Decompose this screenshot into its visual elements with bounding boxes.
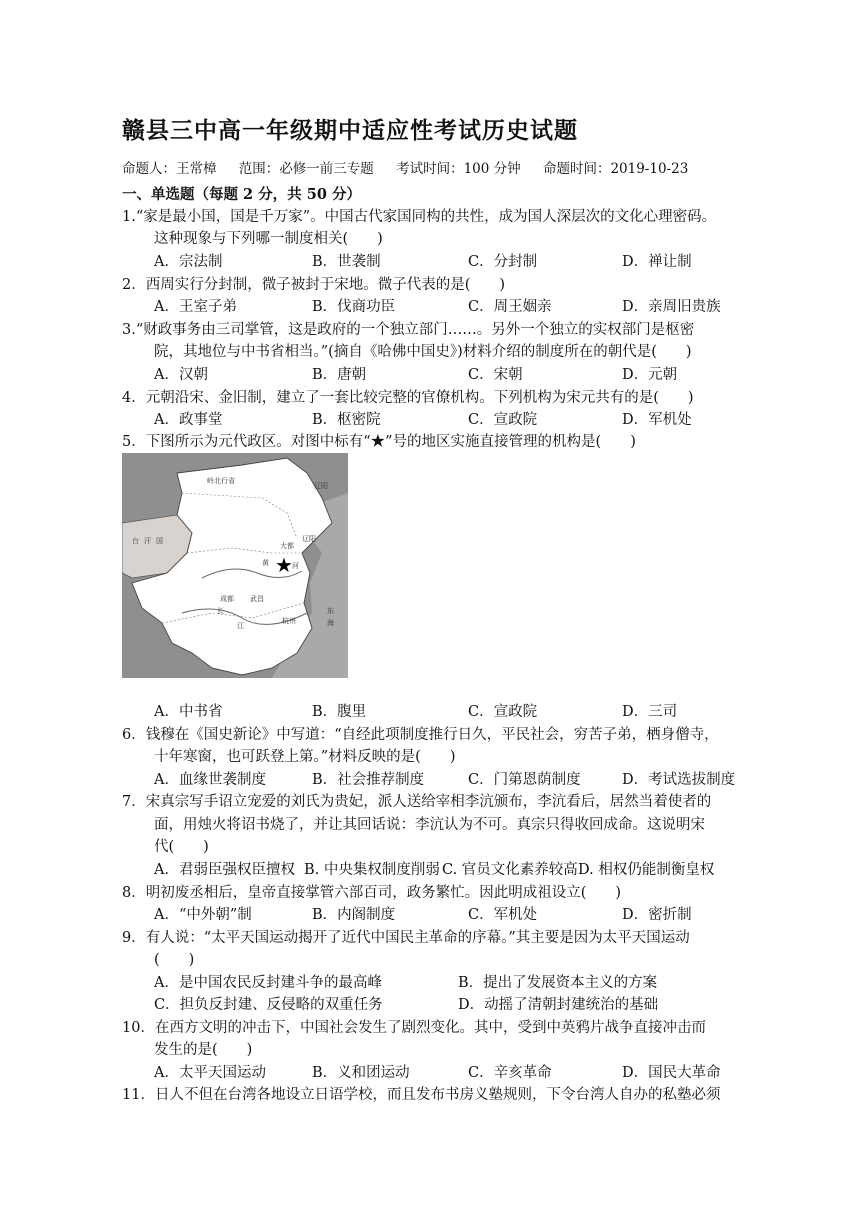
option: B. 中央集权制度削弱	[304, 862, 440, 878]
question-line: 3.“财政事务由三司掌管，这是政府的一个独立部门……。另外一个独立的实权部门是枢密	[122, 322, 695, 338]
question-line: ( )	[154, 952, 195, 968]
map-label: 杭州	[282, 617, 296, 625]
question-line: 面，用烛火将诏书烧了，并让其回话说：李沆认为不可。真宗只得收回成命。这说明宋	[154, 817, 705, 833]
map-label: 辽阳	[314, 482, 328, 490]
option: C．担负反封建、反侵略的双重任务	[154, 997, 383, 1013]
option: A．王室子弟	[154, 299, 237, 315]
option: D．元朝	[622, 367, 678, 383]
option: D. 相权仍能制衡皇权	[578, 862, 715, 878]
meta-date: 命题时间：2019-10-23	[542, 161, 689, 177]
question-line: 8．明初废丞相后，皇帝直接掌管六部百司，政务繁忙。因此明成祖设立( )	[122, 885, 622, 901]
option: A．“中外朝”制	[154, 907, 252, 923]
question-line: 7．宋真宗写手诏立宠爱的刘氏为贵妃，派人送给宰相李沆颁布，李沆看后，居然当着使者的	[122, 794, 712, 810]
question-line: 院，其地位与中书省相当。”(摘自《哈佛中国史》)材料介绍的制度所在的朝代是( )	[154, 344, 692, 360]
option: C．分封制	[468, 254, 538, 270]
question-line: 代( )	[154, 839, 209, 855]
option: B．伐商功臣	[312, 299, 396, 315]
meta-scope: 范围：必修一前三专题	[238, 161, 374, 177]
map-label: 台	[132, 537, 139, 545]
option: A．中书省	[154, 704, 223, 720]
option: C. 官员文化素养较高	[442, 862, 578, 878]
question-line: 6．钱穆在《国史新论》中写道：“自经此项制度推行日久，平民社会，穷苦子弟，栖身僧寺，	[122, 727, 719, 743]
option: B．世袭制	[312, 254, 381, 270]
question-line: 发生的是( )	[154, 1042, 253, 1058]
question-line: 2．西周实行分封制，微子被封于宋地。微子代表的是( )	[122, 277, 506, 293]
option: C．门第恩荫制度	[468, 772, 581, 788]
option: D．密折制	[622, 907, 692, 923]
option: B．唐朝	[312, 367, 367, 383]
option: A．君弱臣强权臣擅权	[154, 862, 295, 878]
option: D．考试选拔制度	[622, 772, 736, 788]
option: A．汉朝	[154, 367, 208, 383]
question-line: 十年寒窗，也可跃登上第。”材料反映的是( )	[154, 749, 456, 765]
map-label: 江	[237, 622, 244, 630]
option: B．社会推荐制度	[312, 772, 425, 788]
option: D．禅让制	[622, 254, 692, 270]
map-label: 辽阳	[302, 535, 316, 543]
map-label: 国	[156, 537, 163, 545]
map-label: 武昌	[250, 595, 264, 603]
option: A．是中国农民反封建斗争的最高峰	[154, 975, 382, 991]
option: A．政事堂	[154, 412, 223, 428]
meta-author: 命题人：王常樟	[122, 161, 217, 177]
map-label: 成都	[220, 595, 234, 603]
option: B．内阁制度	[312, 907, 396, 923]
question-line: 4．元朝沿宋、金旧制，建立了一套比较完整的官僚机构。下列机构为宋元共有的是( )	[122, 390, 694, 406]
map-svg	[122, 453, 348, 678]
star-icon: ★	[275, 553, 293, 577]
option: A．宗法制	[154, 254, 223, 270]
option: D．三司	[622, 704, 678, 720]
map-label: 黄	[262, 559, 269, 567]
meta-duration: 考试时间：100 分钟	[396, 161, 521, 177]
option: B．提出了发展资本主义的方案	[458, 975, 658, 991]
question-line: 这种现象与下列哪一制度相关( )	[154, 231, 383, 247]
exam-meta	[122, 157, 706, 177]
option: D．亲周旧贵族	[622, 299, 721, 315]
map-label: 长	[217, 607, 224, 615]
yuan-dynasty-map	[122, 453, 348, 678]
option: D．军机处	[622, 412, 692, 428]
option: A．太平天国运动	[154, 1065, 266, 1081]
option: C．宋朝	[468, 367, 523, 383]
option: D．动摇了清朝封建统治的基础	[458, 997, 659, 1013]
option: D．国民大革命	[622, 1065, 721, 1081]
map-label: 河	[292, 562, 299, 570]
page-title: 赣县三中高一年级期中适应性考试历史试题	[122, 117, 578, 144]
question-line: 11．日人不但在台湾各地设立日语学校，而且发布书房义塾规则，下令台湾人自办的私塾必须	[122, 1087, 721, 1103]
map-label: 岭北行省	[207, 477, 235, 485]
option: C．宣政院	[468, 412, 538, 428]
option: C．辛亥革命	[468, 1065, 552, 1081]
question-line: 9．有人说：“太平天国运动揭开了近代中国民主革命的序幕。”其主要是因为太平天国运动	[122, 930, 690, 946]
option: A．血缘世袭制度	[154, 772, 266, 788]
map-label: 东	[327, 607, 334, 615]
question-line: 10．在西方文明的冲击下，中国社会发生了剧烈变化。其中，受到中英鸦片战争直接冲击而	[122, 1020, 706, 1036]
option: B．枢密院	[312, 412, 381, 428]
option: C．军机处	[468, 907, 538, 923]
option: B．义和团运动	[312, 1065, 410, 1081]
option: C．宣政院	[468, 704, 538, 720]
map-label: 大都	[280, 542, 294, 550]
map-label: 海	[327, 619, 334, 627]
question-line: 1.“家是最小国，国是千万家”。中国古代家国同构的共性，成为国人深层次的文化心理密码。	[122, 209, 717, 225]
map-label: 汗	[144, 537, 151, 545]
option: B．腹里	[312, 704, 367, 720]
section-heading: 一、单选题（每题 2 分，共 50 分）	[122, 186, 361, 203]
question-line: 5．下图所示为元代政区。对图中标有“★”号的地区实施直接管理的机构是( )	[122, 434, 636, 450]
option: C．周王姻亲	[468, 299, 552, 315]
